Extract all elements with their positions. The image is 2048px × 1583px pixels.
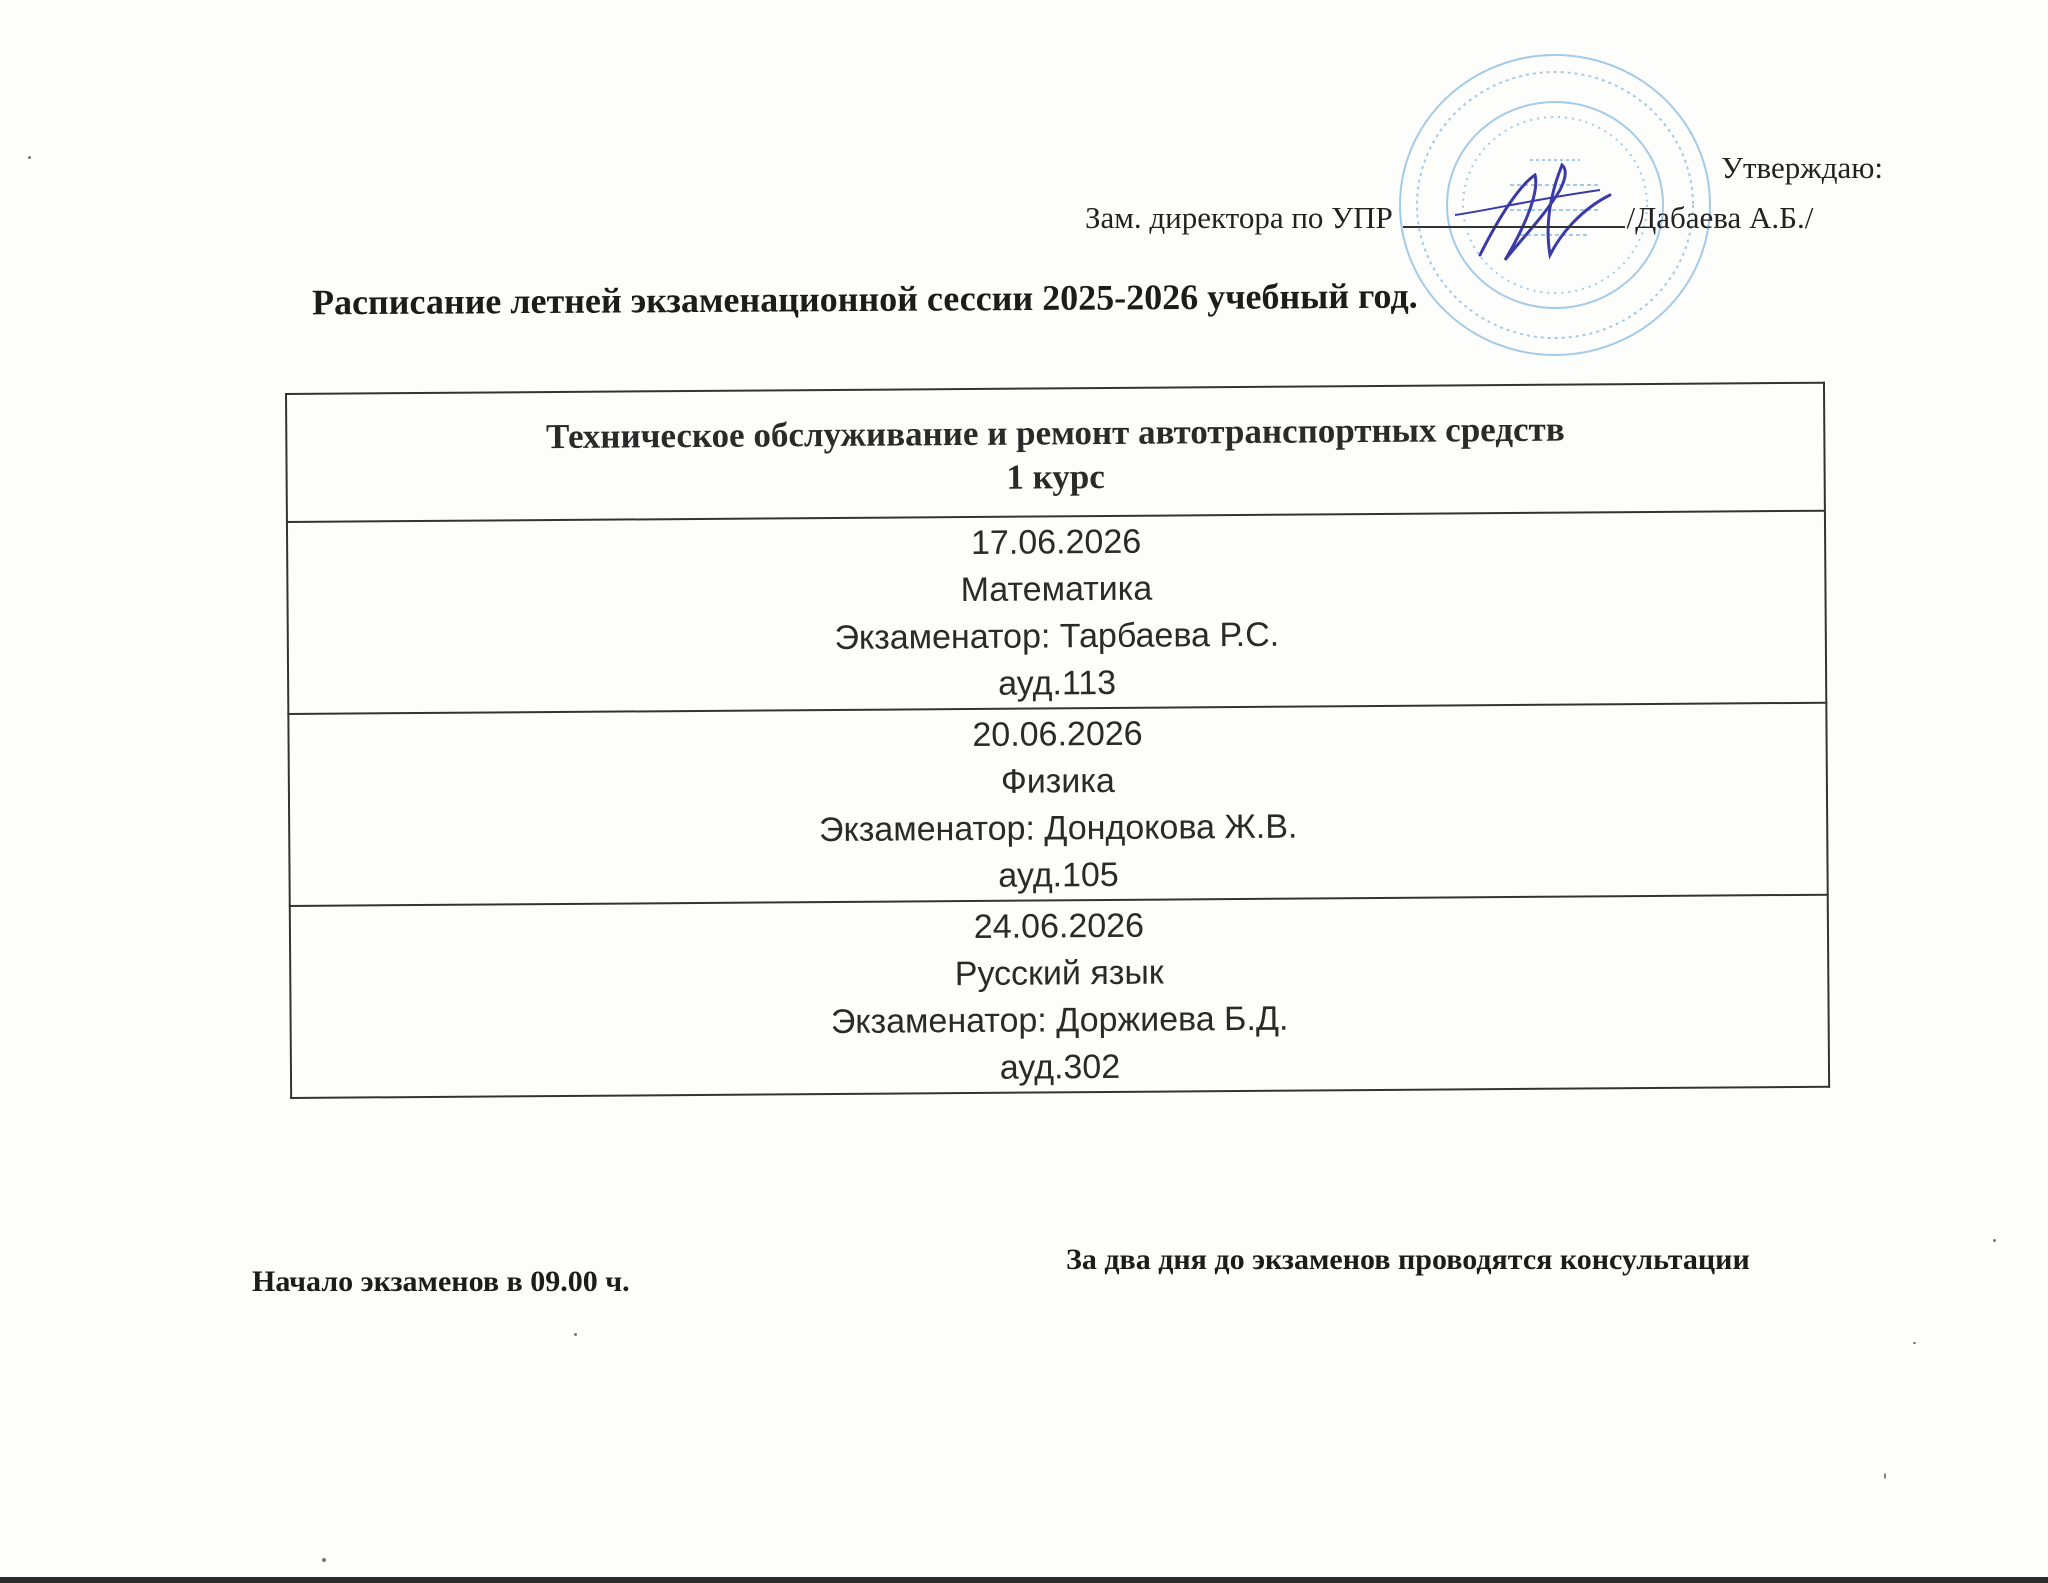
exam-date: 24.06.2026 <box>973 906 1145 946</box>
approval-label: Утверждаю: <box>1721 150 1883 185</box>
schedule-table <box>285 382 1830 1099</box>
scan-speck <box>1993 1239 1996 1242</box>
consultation-note: За два дня до экзаменов проводятся консультации <box>1066 1243 1750 1276</box>
approval-signature-line <box>1085 200 1813 236</box>
table-header-cell <box>286 383 1825 522</box>
exam-room: ауд.113 <box>998 663 1117 703</box>
scan-speck <box>574 1333 577 1336</box>
exam-room: ауд.105 <box>998 855 1119 895</box>
scan-speck <box>1884 1473 1886 1479</box>
scan-bottom-edge <box>0 1577 2048 1583</box>
table-header-row <box>286 383 1825 522</box>
table-row <box>287 511 1826 714</box>
course-label: 1 курс <box>1006 456 1105 497</box>
exam-cell <box>287 511 1826 714</box>
table-row <box>288 703 1827 906</box>
approval-name: /Дабаева А.Б./ <box>1626 200 1814 235</box>
exam-subject: Русский язык <box>954 953 1164 994</box>
exam-subject: Физика <box>1000 761 1115 801</box>
schedule-table-wrapper <box>285 382 1830 1099</box>
page-title: Расписание летней экзаменационной сессии 2025-2026 учебный год. <box>311 275 1418 323</box>
table-row <box>290 895 1829 1098</box>
exam-cell <box>290 895 1829 1098</box>
exam-examiner: Экзаменатор: Тарбаева Р.С. <box>834 615 1280 657</box>
signature-blank <box>1403 216 1625 228</box>
exam-date: 20.06.2026 <box>972 714 1143 754</box>
exam-examiner: Экзаменатор: Дондокова Ж.В. <box>818 807 1298 850</box>
scan-speck <box>322 1558 326 1562</box>
approval-position: Зам. директора по УПР <box>1085 200 1393 235</box>
scan-speck <box>1913 1342 1916 1344</box>
exam-cell <box>288 703 1827 906</box>
exam-start-note: Начало экзаменов в 09.00 ч. <box>252 1265 630 1298</box>
exam-room: ауд.302 <box>999 1047 1121 1087</box>
specialty-name: Техническое обслуживание и ремонт автотранспортных средств <box>545 409 1565 457</box>
exam-date: 17.06.2026 <box>970 522 1142 562</box>
scan-speck <box>28 156 31 159</box>
exam-examiner: Экзаменатор: Доржиева Б.Д. <box>830 999 1289 1042</box>
exam-subject: Математика <box>960 569 1153 610</box>
